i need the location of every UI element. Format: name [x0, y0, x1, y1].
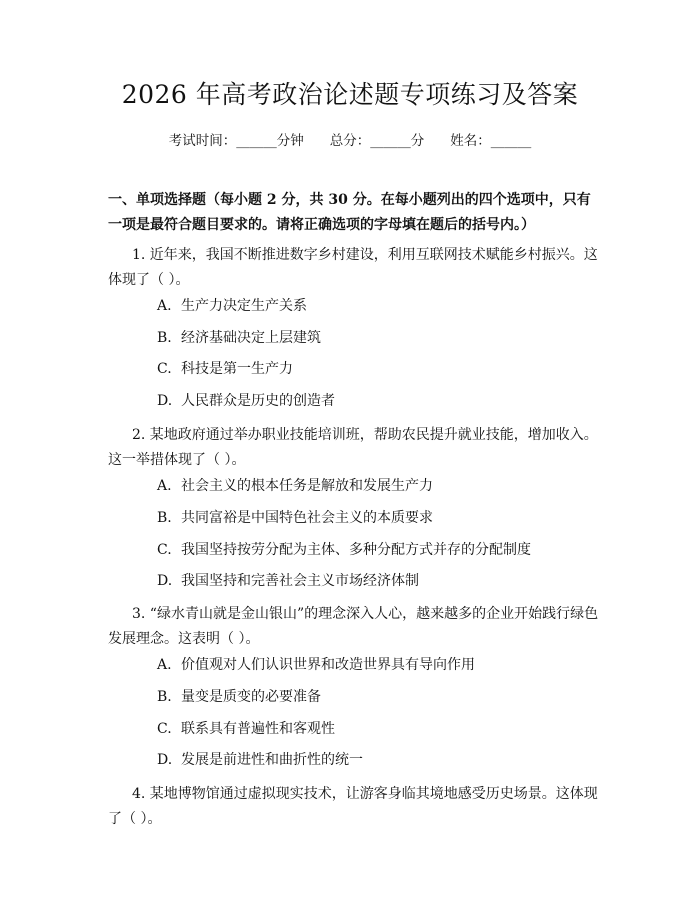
option-item [157, 359, 597, 379]
option-text: 社会主义的根本任务是解放和发展生产力 [181, 478, 433, 494]
option-text: 人民群众是历史的创造者 [181, 393, 335, 409]
option-text: 发展是前进性和曲折性的统一 [181, 752, 363, 768]
exam-meta-line [0, 131, 700, 151]
option-letter: B. [157, 689, 172, 705]
option-letter: A. [157, 478, 172, 494]
option-letter: C. [157, 721, 172, 737]
option-letter: D. [157, 752, 173, 768]
option-item [157, 655, 597, 675]
question-stem: 4. 某地博物馆通过虚拟现实技术，让游客身临其境地感受历史场景。这体现了（ ）。 [108, 786, 598, 827]
score-label: 总分： [329, 133, 371, 149]
option-letter: B. [157, 510, 172, 526]
option-letter: C. [157, 361, 172, 377]
option-letter: A. [157, 657, 172, 673]
option-item [157, 571, 597, 591]
option-text: 生产力决定生产关系 [181, 298, 307, 314]
option-letter: A. [157, 298, 172, 314]
option-item [157, 508, 597, 528]
option-item [157, 476, 597, 496]
option-text: 我国坚持按劳分配为主体、多种分配方式并存的分配制度 [181, 542, 531, 558]
name-label: 姓名： [450, 133, 491, 149]
question-stem: 3. “绿水青山就是金山银山”的理念深入人心，越来越多的企业开始践行绿色发展理念。这表明（ ）。 [108, 606, 599, 647]
option-text: 共同富裕是中国特色社会主义的本质要求 [181, 510, 433, 526]
option-text: 我国坚持和完善社会主义市场经济体制 [181, 573, 419, 589]
option-letter: D. [157, 573, 173, 589]
option-text: 科技是第一生产力 [181, 361, 293, 377]
question-stem: 1. 近年来，我国不断推进数字乡村建设，利用互联网技术赋能乡村振兴。这体现了（ ）。 [108, 247, 598, 288]
option-letter: B. [157, 330, 172, 346]
option-item [157, 391, 597, 411]
option-item [157, 328, 597, 348]
page-title: 2026 年高考政治论述题专项练习及答案 [121, 80, 579, 109]
time-unit: 分钟 [276, 133, 304, 149]
score-unit: 分 [410, 133, 425, 149]
option-item [157, 540, 597, 560]
section-heading: 一、单项选择题（每小题 2 分，共 30 分。在每小题列出的四个选项中，只有一项是最符合题目要求的。请将正确选项的字母填在题后的括号内。） [108, 192, 591, 233]
option-letter: C. [157, 542, 172, 558]
option-item [157, 719, 597, 739]
option-item [157, 750, 597, 770]
option-text: 价值观对人们认识世界和改造世界具有导向作用 [181, 657, 475, 673]
option-text: 经济基础决定上层建筑 [181, 330, 321, 346]
option-text: 量变是质变的必要准备 [181, 689, 321, 705]
option-item [157, 296, 597, 316]
option-item [157, 687, 597, 707]
option-letter: D. [157, 393, 173, 409]
score-blank: ______ [370, 133, 411, 149]
question-stem: 2. 某地政府通过举办职业技能培训班，帮助农民提升就业技能，增加收入。这一举措体现了（ ）。 [108, 427, 598, 468]
time-blank: ______ [236, 133, 277, 149]
name-blank: ______ [490, 133, 532, 149]
time-label: 考试时间： [168, 133, 237, 149]
option-text: 联系具有普遍性和客观性 [181, 721, 335, 737]
